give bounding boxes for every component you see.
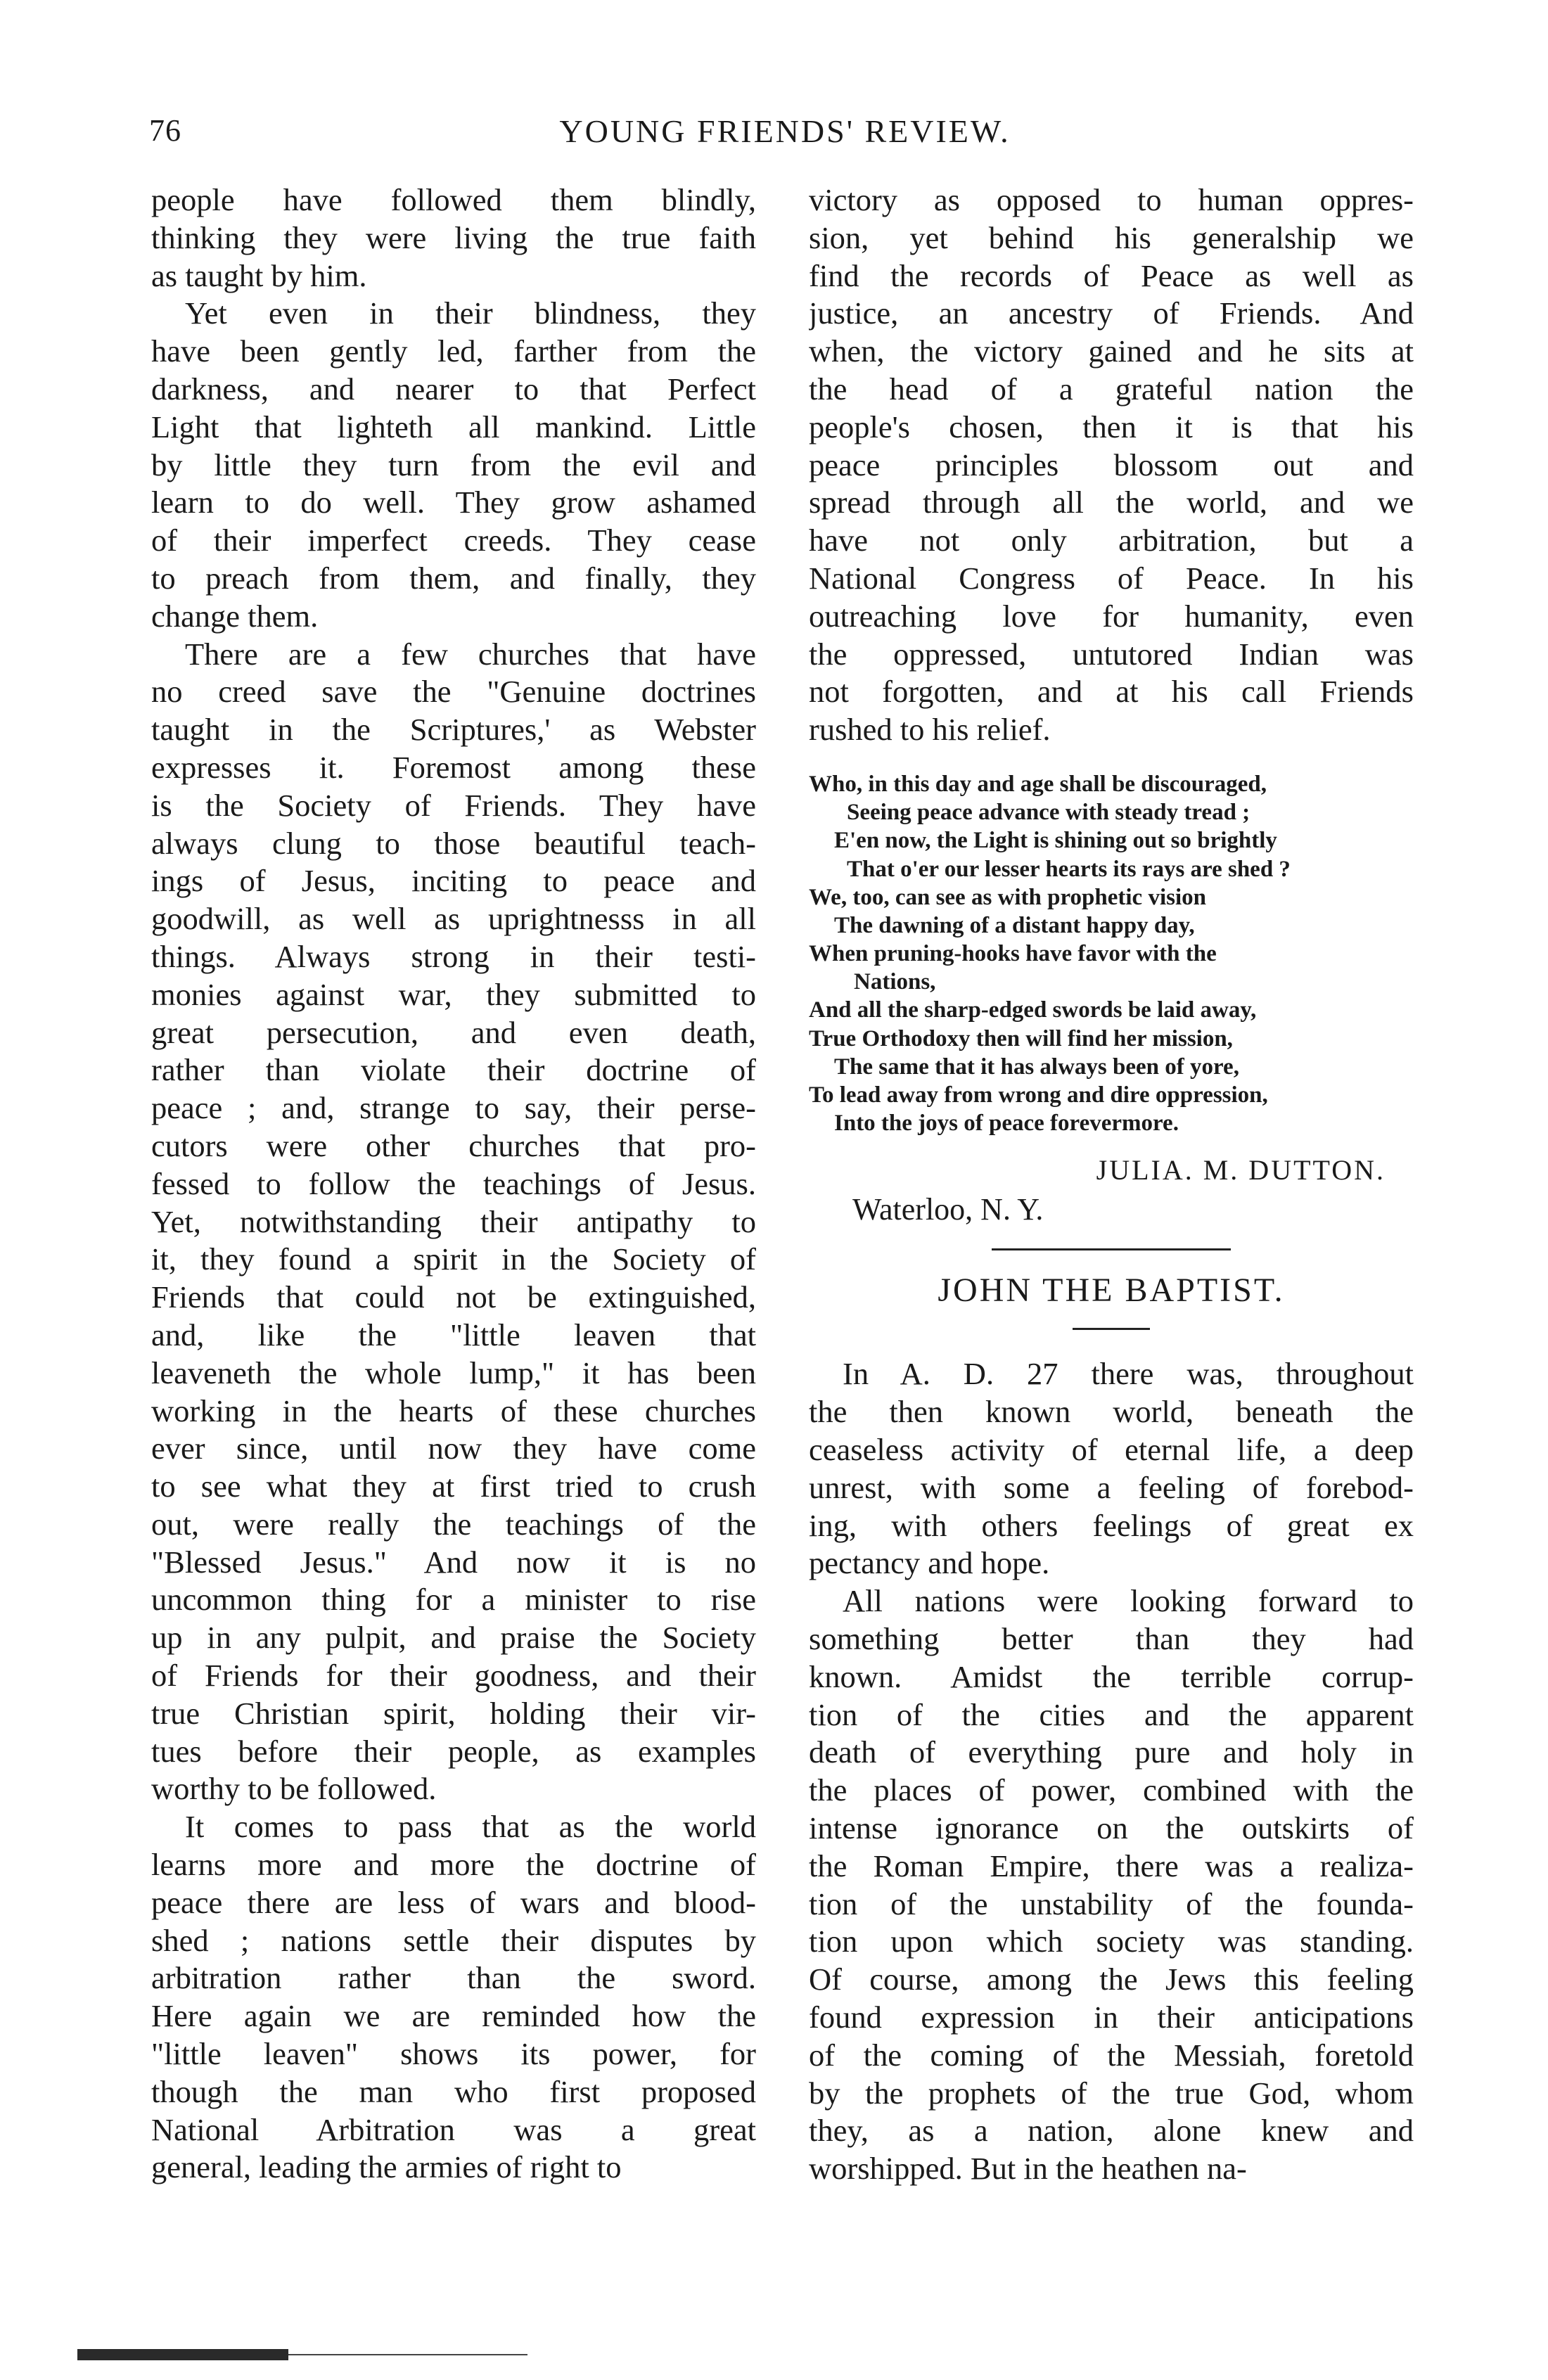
text-line: and, like the "little leaven that bbox=[151, 1317, 756, 1352]
text-line: ceaseless activity of eternal life, a deep bbox=[809, 1431, 1414, 1467]
text-line: It comes to pass that as the world bbox=[185, 1809, 756, 1845]
text-line: intense ignorance on the outskirts of bbox=[809, 1810, 1414, 1845]
text-line: tion of the cities and the apparent bbox=[809, 1696, 1414, 1732]
text-line: expresses it. Foremost among these bbox=[151, 749, 756, 785]
text-line: Light that lighteth all mankind. Little bbox=[151, 409, 756, 444]
text-line: fessed to follow the teachings of Jesus. bbox=[151, 1165, 756, 1201]
text-line: Friends that could not be extinguished, bbox=[151, 1279, 756, 1315]
text-line: though the man who first proposed bbox=[151, 2073, 756, 2109]
text-line: leaveneth the whole lump," it has been bbox=[151, 1355, 756, 1390]
text-line: great persecution, and even death, bbox=[151, 1014, 756, 1050]
text-line: monies against war, they submitted to bbox=[151, 976, 756, 1012]
text-line: known. Amidst the terrible corrup- bbox=[809, 1658, 1414, 1694]
text-line: All nations were looking forward to bbox=[843, 1583, 1414, 1619]
poem-line: True Orthodoxy then will find her mission, bbox=[809, 1025, 1233, 1051]
text-line: National Arbitration was a great bbox=[151, 2111, 756, 2147]
text-line: no creed save the "Genuine doctrines bbox=[151, 674, 756, 710]
poem-place: Waterloo, N. Y. bbox=[852, 1192, 1044, 1227]
text-line: they, as a nation, alone knew and bbox=[809, 2113, 1414, 2149]
text-line: things. Always strong in their testi- bbox=[151, 938, 756, 974]
poem-line: Seeing peace advance with steady tread ; bbox=[847, 800, 1250, 826]
text-line: the then known world, beneath the bbox=[809, 1394, 1414, 1430]
text-line: victory as opposed to human oppres- bbox=[809, 182, 1414, 217]
text-line: have been gently led, farther from the bbox=[151, 333, 756, 369]
text-line: death of everything pure and holy in bbox=[809, 1734, 1414, 1770]
text-line: of Friends for their goodness, and their bbox=[151, 1658, 756, 1694]
text-line: peace ; and, strange to say, their perse- bbox=[151, 1090, 756, 1126]
text-line: learns more and more the doctrine of bbox=[151, 1847, 756, 1883]
poem-line: Nations, bbox=[854, 969, 936, 995]
text-line: cutors were other churches that pro- bbox=[151, 1127, 756, 1163]
text-line: thinking they were living the true faith bbox=[151, 219, 756, 255]
text-line: tues before their people, as examples bbox=[151, 1733, 756, 1769]
text-line: to see what they at first tried to crush bbox=[151, 1469, 756, 1504]
right-column bbox=[809, 181, 1414, 2188]
text-line: sion, yet behind his generalship we bbox=[809, 219, 1414, 255]
text-line: people have followed them blindly, bbox=[151, 182, 756, 217]
text-line: true Christian spirit, holding their vir- bbox=[151, 1695, 756, 1731]
poem-line: We, too, can see as with prophetic vision bbox=[809, 884, 1206, 910]
poem-line: E'en now, the Light is shining out so brightly bbox=[834, 828, 1277, 854]
text-line: always clung to those beautiful teach- bbox=[151, 825, 756, 861]
text-line: the oppressed, untutored Indian was bbox=[809, 636, 1414, 672]
text-line: by the prophets of the true God, whom bbox=[809, 2075, 1414, 2111]
poem-line: That o'er our lesser hearts its rays are shed ? bbox=[847, 856, 1291, 882]
text-line: ever since, until now they have come bbox=[151, 1431, 756, 1466]
text-line: outreaching love for humanity, even bbox=[809, 598, 1414, 634]
section-title: JOHN THE BAPTIST. bbox=[938, 1272, 1285, 1310]
text-line: the Roman Empire, there was a realiza- bbox=[809, 1848, 1414, 1883]
text-line: by little they turn from the evil and bbox=[151, 447, 756, 482]
text-line: out, were really the teachings of the bbox=[151, 1506, 756, 1542]
text-line: In A. D. 27 there was, throughout bbox=[843, 1356, 1414, 1392]
text-line: uncommon thing for a minister to rise bbox=[151, 1582, 756, 1618]
text-line: rushed to his relief. bbox=[809, 712, 1051, 748]
running-title: YOUNG FRIENDS' REVIEW. bbox=[559, 113, 1011, 149]
text-line: peace principles blossom out and bbox=[809, 447, 1414, 482]
section-divider bbox=[992, 1248, 1231, 1250]
text-line: people's chosen, then it is that his bbox=[809, 409, 1414, 444]
text-line: tion upon which society was standing. bbox=[809, 1924, 1414, 1959]
poem-line: And all the sharp-edged swords be laid away, bbox=[809, 997, 1257, 1023]
left-column bbox=[151, 181, 756, 2187]
text-line: goodwill, as well as uprightnesss in all bbox=[151, 901, 756, 937]
text-line: Yet even in their blindness, they bbox=[185, 295, 756, 331]
printer-mark bbox=[77, 2349, 527, 2360]
text-line: up in any pulpit, and praise the Society bbox=[151, 1620, 756, 1656]
text-line: shed ; nations settle their disputes by bbox=[151, 1922, 756, 1958]
poem-signature: JULIA. M. DUTTON. bbox=[1096, 1154, 1386, 1186]
poem-line: Who, in this day and age shall be discouraged, bbox=[809, 771, 1267, 797]
text-line: find the records of Peace as well as bbox=[809, 257, 1414, 293]
text-line: National Congress of Peace. In his bbox=[809, 560, 1414, 596]
text-line: not forgotten, and at his call Friends bbox=[809, 674, 1414, 710]
text-line: justice, an ancestry of Friends. And bbox=[809, 295, 1414, 331]
poem-line: To lead away from wrong and dire oppression, bbox=[809, 1082, 1268, 1108]
poem bbox=[809, 770, 1414, 1137]
text-line: ings of Jesus, inciting to peace and bbox=[151, 863, 756, 899]
john-the-baptist-article bbox=[809, 1355, 1414, 2188]
text-line: working in the hearts of these churches bbox=[151, 1393, 756, 1428]
text-line: to preach from them, and finally, they bbox=[151, 560, 756, 596]
text-line: change them. bbox=[151, 598, 319, 634]
text-line: Of course, among the Jews this feeling bbox=[809, 1962, 1414, 1997]
title-rule bbox=[1073, 1328, 1150, 1330]
poem-line: The same that it has always been of yore, bbox=[834, 1054, 1239, 1080]
text-line: pectancy and hope. bbox=[809, 1545, 1050, 1581]
text-line: ing, with others feelings of great ex bbox=[809, 1507, 1414, 1543]
page-number: 76 bbox=[149, 113, 181, 148]
text-line: found expression in their anticipations bbox=[809, 1999, 1414, 2035]
text-line: "Blessed Jesus." And now it is no bbox=[151, 1544, 756, 1580]
text-line: the places of power, combined with the bbox=[809, 1772, 1414, 1808]
text-line: Yet, notwithstanding their antipathy to bbox=[151, 1203, 756, 1239]
article-continuation bbox=[809, 181, 1414, 749]
text-line: worthy to be followed. bbox=[151, 1771, 437, 1807]
text-line: worshipped. But in the heathen na- bbox=[809, 2151, 1247, 2187]
text-line: of the coming of the Messiah, foretold bbox=[809, 2037, 1414, 2073]
text-line: learn to do well. They grow ashamed bbox=[151, 485, 756, 520]
text-line: something better than they had bbox=[809, 1620, 1414, 1656]
text-line: of their imperfect creeds. They cease bbox=[151, 523, 756, 558]
text-line: rather than violate their doctrine of bbox=[151, 1052, 756, 1088]
text-line: tion of the unstability of the founda- bbox=[809, 1886, 1414, 1921]
text-line: arbitration rather than the sword. bbox=[151, 1960, 756, 1996]
poem-line: When pruning-hooks have favor with the bbox=[809, 941, 1217, 967]
text-line: as taught by him. bbox=[151, 257, 367, 293]
text-line: "little leaven" shows its power, for bbox=[151, 2036, 756, 2072]
poem-line: Into the joys of peace forevermore. bbox=[834, 1111, 1179, 1137]
text-line: unrest, with some a feeling of forebod- bbox=[809, 1469, 1414, 1505]
text-line: when, the victory gained and he sits at bbox=[809, 333, 1414, 369]
text-line: There are a few churches that have bbox=[185, 636, 756, 672]
text-line: spread through all the world, and we bbox=[809, 485, 1414, 520]
text-line: Here again we are reminded how the bbox=[151, 1998, 756, 2034]
text-line: taught in the Scriptures,' as Webster bbox=[151, 712, 756, 748]
text-line: the head of a grateful nation the bbox=[809, 371, 1414, 407]
text-line: peace there are less of wars and blood- bbox=[151, 1884, 756, 1920]
poem-line: The dawning of a distant happy day, bbox=[834, 912, 1195, 938]
text-line: general, leading the armies of right to bbox=[151, 2149, 622, 2185]
text-line: is the Society of Friends. They have bbox=[151, 787, 756, 823]
page-header bbox=[149, 113, 1421, 162]
text-line: it, they found a spirit in the Society of bbox=[151, 1241, 756, 1277]
text-line: have not only arbitration, but a bbox=[809, 523, 1414, 558]
text-line: darkness, and nearer to that Perfect bbox=[151, 371, 756, 407]
